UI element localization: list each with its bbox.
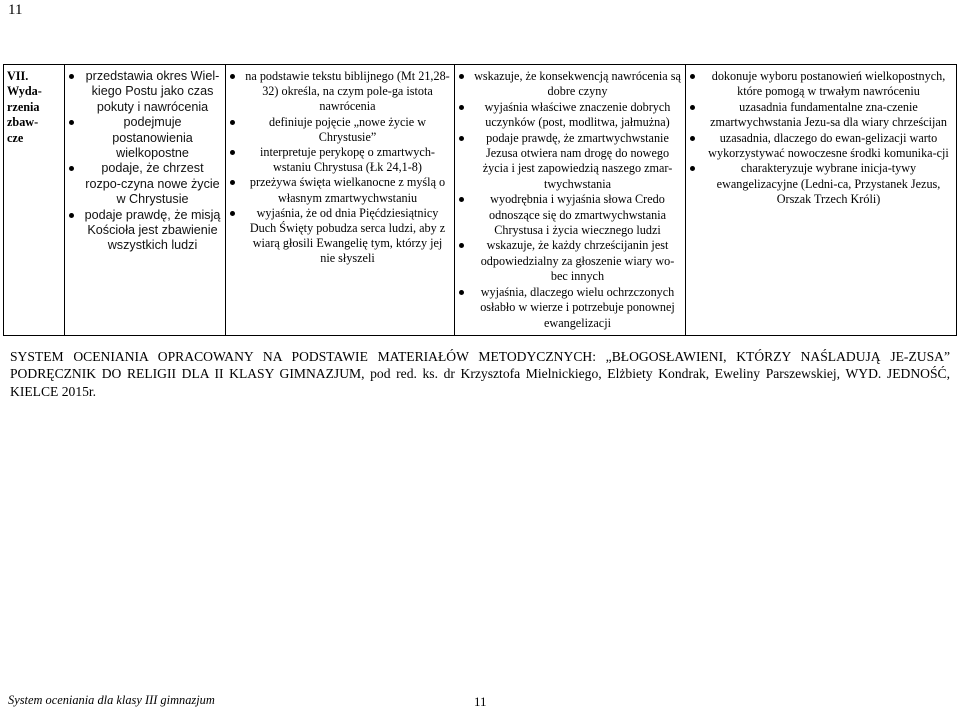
list-item-text: podaje prawdę, że misją Kościoła jest zbawienie wszystkich ludzi xyxy=(84,207,221,253)
requirements-list-4 xyxy=(689,69,953,208)
requirements-list-2 xyxy=(229,69,451,267)
bullet-icon xyxy=(690,105,695,110)
source-note: SYSTEM OCENIANIA OPRACOWANY NA PODSTAWIE MATERIAŁÓW METODYCZNYCH: „BŁOGOSŁAWIENI, KTÓRZY NAŚLADUJĄ JE-ZUSA” PODRĘCZNIK DO RELIGII DLA II KLASY GIMNAZJUM, pod red. ks. dr Krzysztofa Mielnickiego, Elżbiety Kondrak, Eweliny Parszewskiej, WYD. JEDNOŚĆ, KIELCE 2015r. xyxy=(10,349,950,399)
requirements-column-3 xyxy=(455,65,686,336)
list-item xyxy=(458,69,682,100)
bullet-icon xyxy=(230,74,235,79)
bullet-icon xyxy=(69,213,74,218)
list-item xyxy=(229,145,451,175)
list-item-text: podaje, że chrzest rozpo-czyna nowe życie w Chrystusie xyxy=(85,161,220,207)
list-item-text: wyjaśnia właściwe znaczenie dobrych uczynków (post, modlitwa, jałmużna) xyxy=(484,99,671,130)
list-item-text: przeżywa święta wielkanocne z myślą o własnym zmartwychwstaniu xyxy=(249,175,446,205)
list-item-text: dokonuje wyboru postanowień wielkopostnych, które pomogą w trwałym nawróceniu xyxy=(711,69,946,99)
list-item xyxy=(229,115,451,145)
list-item xyxy=(689,131,953,162)
requirements-table xyxy=(3,64,957,336)
requirements-column-4 xyxy=(686,65,957,336)
list-item-text: interpretuje perykopę o zmartwych-wstaniu Chrystusa (Łk 24,1-8) xyxy=(260,145,435,175)
bullet-icon xyxy=(459,136,464,141)
bullet-icon xyxy=(230,211,235,216)
table-row xyxy=(4,65,957,336)
requirements-list-1 xyxy=(68,69,222,254)
section-title-cell xyxy=(4,65,65,336)
footer-caption: System oceniania dla klasy III gimnazjum xyxy=(8,693,215,707)
bullet-icon xyxy=(230,150,235,155)
list-item-text: charakteryzuje wybrane inicja-tywy ewangelizacyjne (Ledni-ca, Przystanek Jezus, Orszak Trzech Króli) xyxy=(716,161,941,207)
list-item-text: przedstawia okres Wiel-kiego Postu jako czas pokuty i nawrócenia xyxy=(85,69,220,114)
requirements-list-3 xyxy=(458,69,682,331)
bullet-icon xyxy=(459,105,464,110)
page-number-top: 11 xyxy=(8,2,23,18)
requirements-column-2 xyxy=(226,65,455,336)
list-item xyxy=(689,69,953,100)
list-item xyxy=(68,69,222,115)
list-item xyxy=(689,100,953,131)
list-item xyxy=(458,131,682,193)
list-item-text: podejmuje postanowienia wielkopostne xyxy=(112,115,193,161)
list-item xyxy=(458,285,682,331)
bullet-icon xyxy=(690,136,695,141)
list-item-text: uzasadnia fundamentalne zna-czenie zmartwychwstania Jezu-sa dla wiary chrześcijan xyxy=(710,99,947,130)
list-item xyxy=(458,238,682,284)
list-item xyxy=(229,175,451,205)
bullet-icon xyxy=(230,120,235,125)
list-item xyxy=(68,208,222,254)
bullet-icon xyxy=(459,290,464,295)
list-item xyxy=(458,192,682,238)
bullet-icon xyxy=(690,166,695,171)
bullet-icon xyxy=(459,197,464,202)
bullet-icon xyxy=(459,243,464,248)
list-item-text: podaje prawdę, że zmartwychwstanie Jezusa otwiera nam drogę do nowego życia i jest zapowiedzią naszego zmar-twychwstania xyxy=(482,130,673,191)
bullet-icon xyxy=(690,74,695,79)
list-item-text: na podstawie tekstu biblijnego (Mt 21,28-32) określa, na czym pole-ga istota nawrócenia xyxy=(245,69,450,114)
requirements-column-1 xyxy=(65,65,226,336)
bullet-icon xyxy=(230,180,235,185)
list-item-text: wyjaśnia, dlaczego wielu ochrzczonych osłabło w wierze i potrzebuje ponownej ewangelizacji xyxy=(480,284,675,330)
list-item xyxy=(229,206,451,267)
list-item-text: wskazuje, że konsekwencją nawrócenia są dobre czyny xyxy=(474,69,681,99)
list-item xyxy=(689,161,953,207)
list-item-text: definiuje pojęcie „nowe życie w Chrystusie” xyxy=(268,114,426,144)
footer-page-number: 11 xyxy=(474,694,487,709)
list-item-text: wyjaśnia, że od dnia Pięćdziesiątnicy Duch Święty pobudza serca ludzi, aby z wiarą głosili Ewangelię tym, którzy jej nie słyszeli xyxy=(249,205,446,266)
list-item xyxy=(68,115,222,161)
list-item-text: uzasadnia, dlaczego do ewan-gelizacji warto wykorzystywać nowoczesne środki komunika-cji xyxy=(708,130,949,161)
bullet-icon xyxy=(69,74,74,79)
list-item-text: wyodrębnia i wyjaśnia słowa Credo odnoszące się do zmartwychwstania Chrystusa i życia wiecznego ludzi xyxy=(489,192,666,238)
list-item-text: wskazuje, że każdy chrześcijanin jest odpowiedzialny za głoszenie wiary wo-bec innych xyxy=(480,238,675,284)
section-title: VII. Wyda- rzenia zbaw- cze xyxy=(7,69,42,145)
list-item xyxy=(229,69,451,115)
list-item xyxy=(68,161,222,207)
bullet-icon xyxy=(69,120,74,125)
list-item xyxy=(458,100,682,131)
bullet-icon xyxy=(69,166,74,171)
bullet-icon xyxy=(459,74,464,79)
